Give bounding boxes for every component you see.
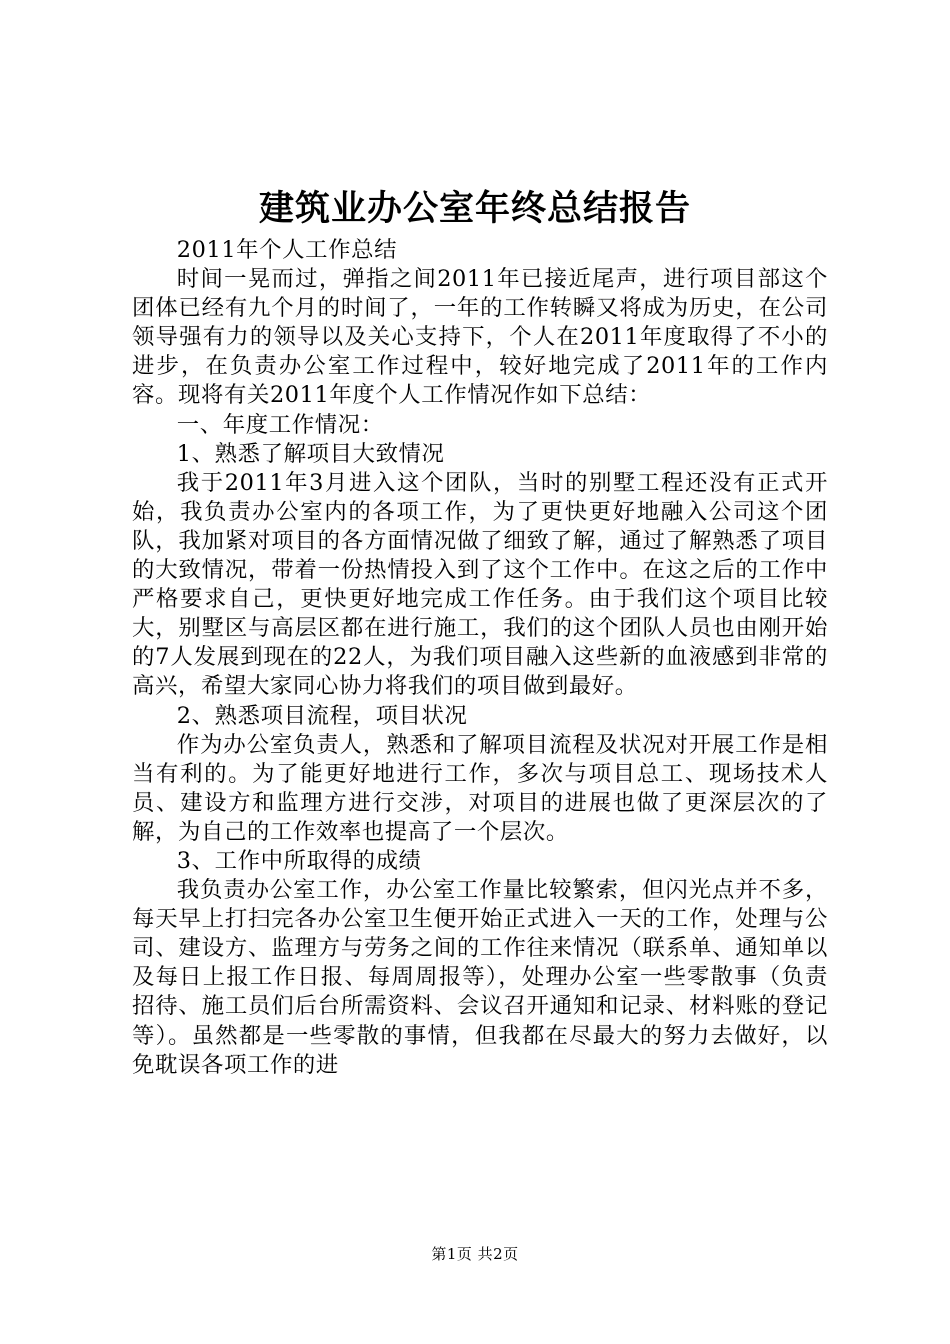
paragraph-intro: 时间一晃而过，弹指之间2011年已接近尾声，进行项目部这个团体已经有九个月的时间了，一年的工作转瞬又将成为历史，在公司领导强有力的领导以及关心支持下，个人在2011年度取得了不小的进步，在负责办公室工作过程中，较好地完成了2011年的工作内容。现将有关2011年度个人工作情况作如下总结：	[132, 266, 828, 409]
paragraph-project-process: 作为办公室负责人，熟悉和了解项目流程及状况对开展工作是相当有利的。为了能更好地进行工作，多次与项目总工、现场技术人员、建设方和监理方进行交涉，对项目的进展也做了更深层次的了解，为自己的工作效率也提高了一个层次。	[132, 731, 828, 845]
document-body	[132, 236, 828, 1080]
paragraph-achievements: 我负责办公室工作，办公室工作量比较繁索，但闪光点并不多，每天早上打扫完各办公室卫生便开始正式进入一天的工作，处理与公司、建设方、监理方与劳务之间的工作往来情况（联系单、通知单以及每日上报工作日报、每周周报等），处理办公室一些零散事（负责招待、施工员们后台所需资料、会议召开通知和记录、材料账的登记等）。虽然都是一些零散的事情，但我都在尽最大的努力去做好，以免耽误各项工作的进	[132, 877, 828, 1078]
document-title: 建筑业办公室年终总结报告	[258, 188, 691, 229]
subheading-project-overview: 1、熟悉了解项目大致情况	[176, 440, 445, 467]
section-heading-summary: 2011年个人工作总结	[176, 237, 398, 263]
paragraph-project-overview: 我于2011年3月进入这个团队，当时的别墅工程还没有正式开始，我负责办公室内的各项工作，为了更快更好地融入公司这个团队，我加紧对项目的各方面情况做了细致了解，通过了解熟悉了项目的大致情况，带着一份热情投入到了这个工作中。在这之后的工作中严格要求自己，更快更好地完成工作任务。由于我们这个项目比较大，别墅区与高层区都在进行施工，我们的这个团队人员也由刚开始的7人发展到现在的22人，为我们项目融入这些新的血液感到非常的高兴，希望大家同心协力将我们的项目做到最好。	[132, 469, 828, 700]
section-heading-annual-work: 一、年度工作情况：	[176, 411, 384, 438]
subheading-project-process: 2、熟悉项目流程，项目状况	[176, 702, 468, 729]
page-number: 第1页 共2页	[431, 1245, 519, 1263]
subheading-achievements: 3、工作中所取得的成绩	[176, 847, 422, 874]
